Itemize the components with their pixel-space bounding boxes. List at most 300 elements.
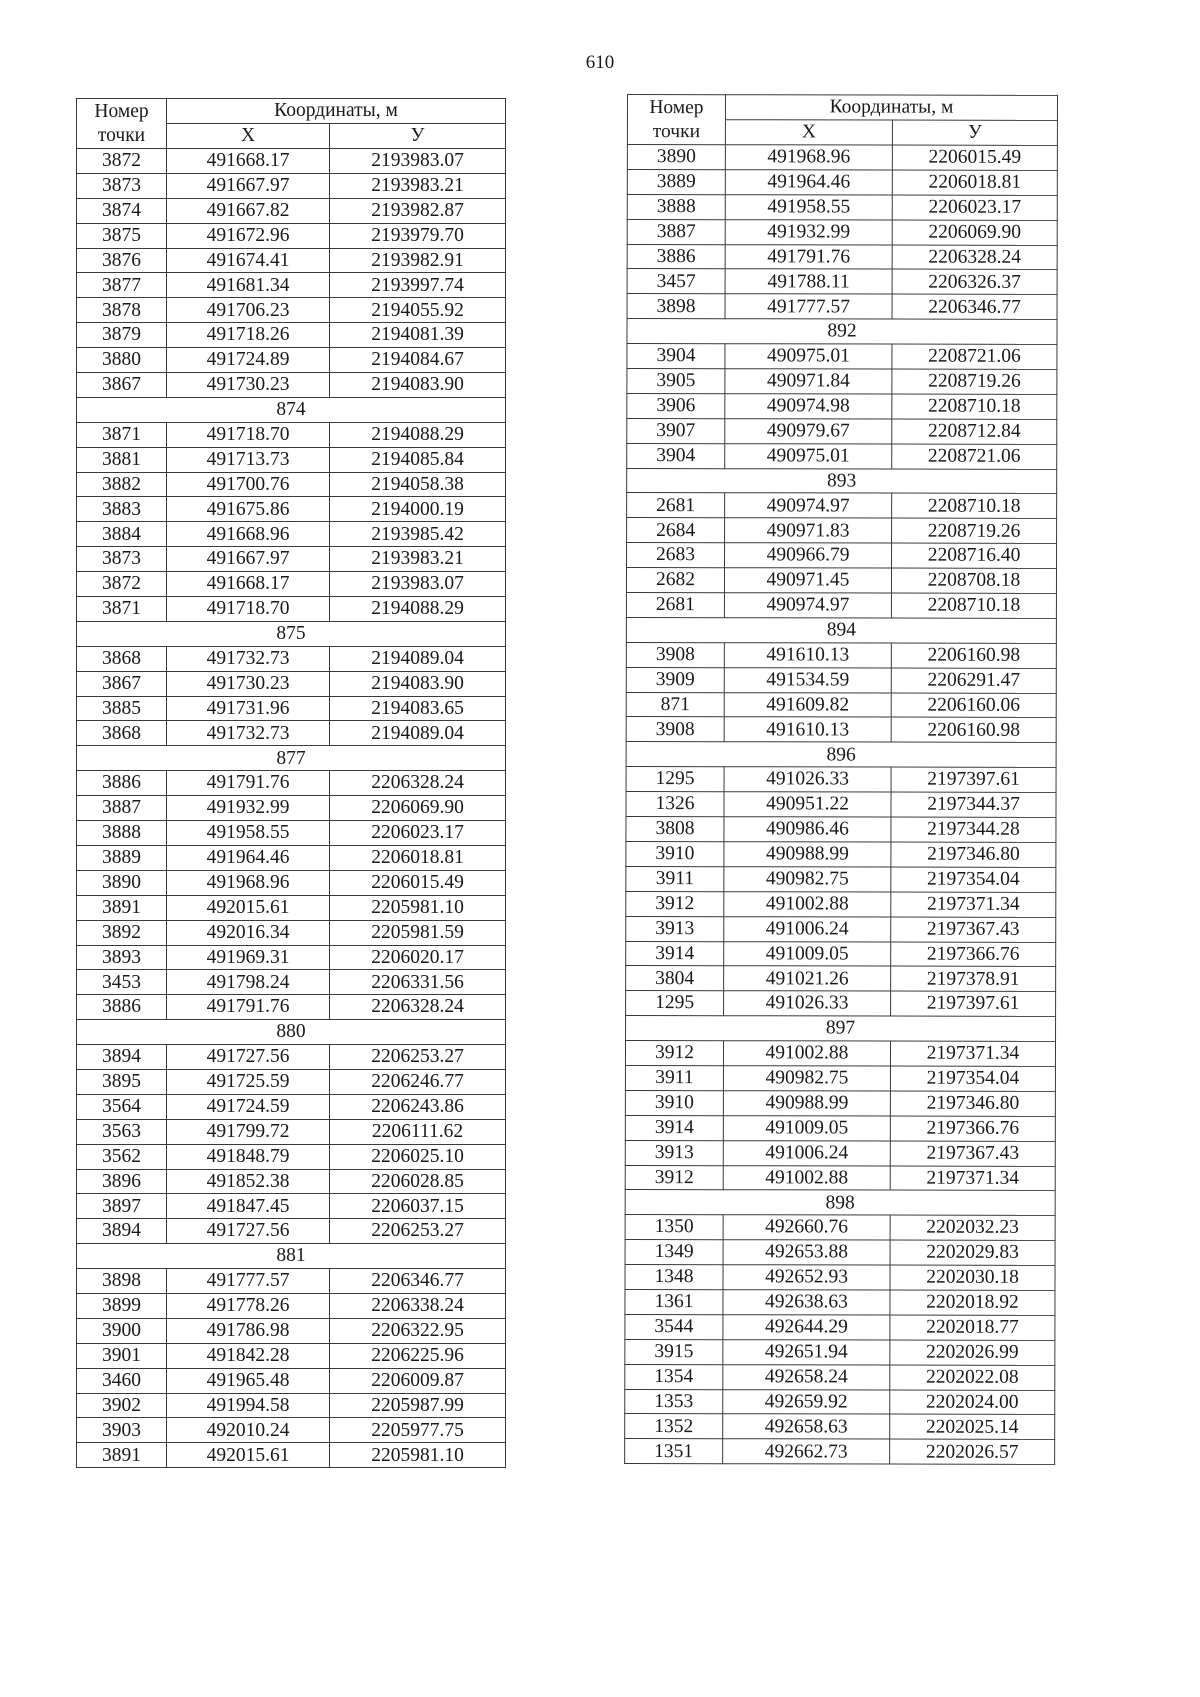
x-coordinate-cell: 490966.79 xyxy=(725,543,892,568)
header-number-label: Номер xyxy=(94,100,149,122)
table-row xyxy=(626,916,1056,942)
x-coordinate-cell: 491668.17 xyxy=(167,572,330,597)
point-number-cell: 3888 xyxy=(627,194,725,219)
point-number-cell: 1351 xyxy=(625,1439,723,1464)
point-number-cell: 3901 xyxy=(77,1343,167,1368)
point-number-cell: 3895 xyxy=(77,1069,167,1094)
table-row xyxy=(627,169,1057,195)
x-coordinate-cell: 491674.41 xyxy=(167,248,330,273)
x-coordinate-cell: 491718.70 xyxy=(167,422,330,447)
y-coordinate-cell: 2206328.24 xyxy=(330,771,506,796)
group-number: 897 xyxy=(626,1016,1056,1042)
table-row xyxy=(625,1314,1055,1340)
table-row xyxy=(77,671,506,696)
table-row xyxy=(77,1418,506,1443)
point-number-cell: 3887 xyxy=(627,219,725,244)
x-coordinate-cell: 491668.17 xyxy=(167,149,330,174)
table-row xyxy=(626,841,1056,867)
point-number-cell: 3460 xyxy=(77,1368,167,1393)
point-number-cell: 3891 xyxy=(77,895,167,920)
table-row xyxy=(627,269,1057,295)
table-row xyxy=(627,369,1057,395)
x-coordinate-cell: 491799.72 xyxy=(167,1119,330,1144)
x-coordinate-cell: 491847.45 xyxy=(167,1194,330,1219)
table-row xyxy=(77,1069,506,1094)
y-coordinate-cell: 2206020.17 xyxy=(330,945,506,970)
y-coordinate-cell: 2206225.96 xyxy=(330,1343,506,1368)
point-number-cell: 3891 xyxy=(77,1443,167,1468)
y-coordinate-cell: 2197354.04 xyxy=(890,1066,1055,1091)
header-number-label: Номер xyxy=(649,96,704,118)
x-coordinate-cell: 491788.11 xyxy=(725,269,892,294)
table-row xyxy=(627,493,1057,519)
group-number: 874 xyxy=(77,397,506,422)
x-coordinate-cell: 490951.22 xyxy=(724,792,891,817)
point-number-cell: 3912 xyxy=(625,1041,723,1066)
table-row xyxy=(77,845,506,870)
point-number-cell: 3893 xyxy=(77,945,167,970)
table-row xyxy=(77,198,506,223)
point-number-cell: 1361 xyxy=(625,1289,723,1314)
group-number: 894 xyxy=(626,617,1056,643)
point-number-cell: 3882 xyxy=(77,472,167,497)
table-row xyxy=(626,866,1056,892)
point-number-cell: 3872 xyxy=(77,149,167,174)
x-coordinate-cell: 491718.26 xyxy=(167,323,330,348)
x-coordinate-cell: 491958.55 xyxy=(167,821,330,846)
point-number-cell: 3890 xyxy=(77,870,167,895)
table-row xyxy=(626,667,1056,693)
point-number-cell: 3808 xyxy=(626,817,724,842)
y-coordinate-cell: 2193983.21 xyxy=(330,173,506,198)
point-number-cell: 3906 xyxy=(627,393,725,418)
point-number-cell: 3867 xyxy=(77,671,167,696)
x-coordinate-cell: 491727.56 xyxy=(167,1219,330,1244)
y-coordinate-cell: 2206326.37 xyxy=(892,270,1057,295)
point-number-cell: 3913 xyxy=(626,916,724,941)
x-coordinate-cell: 491706.23 xyxy=(167,298,330,323)
y-coordinate-cell: 2194058.38 xyxy=(330,472,506,497)
x-coordinate-cell: 491798.24 xyxy=(167,970,330,995)
y-coordinate-cell: 2194089.04 xyxy=(330,721,506,746)
y-coordinate-cell: 2194089.04 xyxy=(330,646,506,671)
y-coordinate-cell: 2202018.92 xyxy=(890,1290,1055,1315)
point-number-cell: 3894 xyxy=(77,1045,167,1070)
x-coordinate-cell: 491725.59 xyxy=(167,1069,330,1094)
y-coordinate-cell: 2197397.61 xyxy=(891,991,1056,1016)
y-coordinate-cell: 2194081.39 xyxy=(330,323,506,348)
x-coordinate-cell: 491778.26 xyxy=(167,1293,330,1318)
y-coordinate-cell: 2193983.21 xyxy=(330,547,506,572)
point-number-cell: 3903 xyxy=(77,1418,167,1443)
table-row xyxy=(627,294,1057,320)
x-coordinate-cell: 490979.67 xyxy=(725,419,892,444)
table-row xyxy=(77,1443,506,1468)
y-coordinate-cell: 2208710.18 xyxy=(892,394,1057,419)
y-coordinate-cell: 2206291.47 xyxy=(891,668,1056,693)
table-row xyxy=(625,1289,1055,1315)
point-number-cell: 3879 xyxy=(77,323,167,348)
x-coordinate-cell: 491791.76 xyxy=(725,244,892,269)
x-coordinate-cell: 490986.46 xyxy=(724,817,891,842)
table-row xyxy=(626,642,1056,668)
x-coordinate-cell: 490988.99 xyxy=(723,1091,890,1116)
y-coordinate-cell: 2193983.07 xyxy=(330,572,506,597)
table-row xyxy=(77,895,506,920)
table-row xyxy=(627,145,1057,171)
y-coordinate-cell: 2197371.34 xyxy=(890,1041,1055,1066)
x-coordinate-cell: 492638.63 xyxy=(723,1290,890,1315)
table-row xyxy=(77,1393,506,1418)
group-header-row xyxy=(627,468,1057,494)
point-number-cell: 3804 xyxy=(626,966,724,991)
x-coordinate-cell: 491681.34 xyxy=(167,273,330,298)
x-coordinate-cell: 491002.88 xyxy=(723,1165,890,1190)
y-coordinate-cell: 2206023.17 xyxy=(330,821,506,846)
table-row xyxy=(627,543,1057,569)
table-row xyxy=(77,447,506,472)
group-header-row xyxy=(77,1020,506,1045)
y-coordinate-cell: 2208719.26 xyxy=(892,518,1057,543)
y-coordinate-cell: 2194088.29 xyxy=(330,422,506,447)
y-coordinate-cell: 2206338.24 xyxy=(330,1293,506,1318)
table-row xyxy=(627,344,1057,370)
y-coordinate-cell: 2206328.24 xyxy=(892,245,1057,270)
table-row xyxy=(77,1144,506,1169)
y-coordinate-cell: 2194055.92 xyxy=(330,298,506,323)
header-y-label: У xyxy=(892,120,1057,145)
group-header-row xyxy=(77,746,506,771)
table-row xyxy=(77,821,506,846)
y-coordinate-cell: 2193983.07 xyxy=(330,149,506,174)
header-coords-title: Координаты, м xyxy=(725,95,1057,121)
y-coordinate-cell: 2202025.14 xyxy=(890,1414,1055,1439)
table-row xyxy=(626,792,1056,818)
y-coordinate-cell: 2197346.80 xyxy=(891,842,1056,867)
y-coordinate-cell: 2206015.49 xyxy=(892,145,1057,170)
header-number-label-2: точки xyxy=(652,121,701,143)
coordinates-table-right xyxy=(624,94,1058,1465)
point-number-cell: 3890 xyxy=(627,145,725,170)
header-number-cell-2 xyxy=(627,120,725,145)
point-number-cell: 3872 xyxy=(77,572,167,597)
table-row xyxy=(625,1339,1055,1365)
table-row xyxy=(77,796,506,821)
y-coordinate-cell: 2206018.81 xyxy=(330,845,506,870)
x-coordinate-cell: 490971.45 xyxy=(724,568,891,593)
y-coordinate-cell: 2202032.23 xyxy=(890,1215,1055,1240)
y-coordinate-cell: 2206160.98 xyxy=(891,643,1056,668)
x-coordinate-cell: 491009.05 xyxy=(723,1115,890,1140)
point-number-cell: 3904 xyxy=(627,344,725,369)
y-coordinate-cell: 2202018.77 xyxy=(890,1315,1055,1340)
y-coordinate-cell: 2193985.42 xyxy=(330,522,506,547)
point-number-cell: 1349 xyxy=(625,1240,723,1265)
y-coordinate-cell: 2202026.99 xyxy=(890,1340,1055,1365)
x-coordinate-cell: 491667.82 xyxy=(167,198,330,223)
point-number-cell: 3878 xyxy=(77,298,167,323)
y-coordinate-cell: 2206023.17 xyxy=(892,195,1057,220)
table-row xyxy=(77,273,506,298)
table-row xyxy=(77,373,506,398)
y-coordinate-cell: 2193979.70 xyxy=(330,223,506,248)
x-coordinate-cell: 491994.58 xyxy=(167,1393,330,1418)
point-number-cell: 3885 xyxy=(77,696,167,721)
x-coordinate-cell: 491002.88 xyxy=(723,1041,890,1066)
point-number-cell: 3911 xyxy=(626,866,724,891)
table-row xyxy=(77,323,506,348)
y-coordinate-cell: 2208716.40 xyxy=(892,543,1057,568)
point-number-cell: 3886 xyxy=(627,244,725,269)
x-coordinate-cell: 491852.38 xyxy=(167,1169,330,1194)
x-coordinate-cell: 491968.96 xyxy=(725,145,892,170)
y-coordinate-cell: 2206160.06 xyxy=(891,693,1056,718)
y-coordinate-cell: 2206160.98 xyxy=(891,718,1056,743)
x-coordinate-cell: 492662.73 xyxy=(723,1439,890,1464)
y-coordinate-cell: 2206009.87 xyxy=(330,1368,506,1393)
point-number-cell: 3868 xyxy=(77,721,167,746)
point-number-cell: 3889 xyxy=(627,169,725,194)
table-row xyxy=(626,891,1056,917)
x-coordinate-cell: 490982.75 xyxy=(724,867,891,892)
point-number-cell: 3908 xyxy=(626,717,724,742)
x-coordinate-cell: 490982.75 xyxy=(723,1066,890,1091)
x-coordinate-cell: 491786.98 xyxy=(167,1318,330,1343)
point-number-cell: 3871 xyxy=(77,422,167,447)
header-number-cell-2 xyxy=(77,124,167,149)
x-coordinate-cell: 491958.55 xyxy=(725,194,892,219)
x-coordinate-cell: 492660.76 xyxy=(723,1215,890,1240)
group-number: 896 xyxy=(626,742,1056,768)
x-coordinate-cell: 491668.96 xyxy=(167,522,330,547)
y-coordinate-cell: 2197397.61 xyxy=(891,767,1056,792)
group-header-row xyxy=(77,1244,506,1269)
group-number: 898 xyxy=(625,1190,1055,1216)
x-coordinate-cell: 491006.24 xyxy=(723,1140,890,1165)
table-row xyxy=(77,870,506,895)
y-coordinate-cell: 2194083.90 xyxy=(330,373,506,398)
group-header-row xyxy=(626,617,1056,643)
y-coordinate-cell: 2197366.76 xyxy=(890,1116,1055,1141)
table-row xyxy=(77,920,506,945)
table-row xyxy=(77,348,506,373)
point-number-cell: 3898 xyxy=(77,1269,167,1294)
y-coordinate-cell: 2205987.99 xyxy=(330,1393,506,1418)
y-coordinate-cell: 2208719.26 xyxy=(892,369,1057,394)
point-number-cell: 1350 xyxy=(625,1215,723,1240)
header-number-cell xyxy=(77,99,167,124)
table-row xyxy=(626,966,1056,992)
y-coordinate-cell: 2206028.85 xyxy=(330,1169,506,1194)
y-coordinate-cell: 2206246.77 xyxy=(330,1069,506,1094)
y-coordinate-cell: 2197371.34 xyxy=(891,892,1056,917)
y-coordinate-cell: 2206253.27 xyxy=(330,1219,506,1244)
table-row xyxy=(77,497,506,522)
group-header-row xyxy=(77,621,506,646)
table-row xyxy=(77,223,506,248)
x-coordinate-cell: 490974.98 xyxy=(725,394,892,419)
point-number-cell: 3905 xyxy=(627,369,725,394)
point-number-cell: 3896 xyxy=(77,1169,167,1194)
point-number-cell: 3877 xyxy=(77,273,167,298)
point-number-cell: 3886 xyxy=(77,995,167,1020)
point-number-cell: 3900 xyxy=(77,1318,167,1343)
point-number-cell: 3909 xyxy=(626,667,724,692)
x-coordinate-cell: 491791.76 xyxy=(167,995,330,1020)
point-number-cell: 1354 xyxy=(625,1364,723,1389)
x-coordinate-cell: 491965.48 xyxy=(167,1368,330,1393)
point-number-cell: 3873 xyxy=(77,547,167,572)
table-row xyxy=(77,1368,506,1393)
table-row xyxy=(77,547,506,572)
x-coordinate-cell: 492651.94 xyxy=(723,1339,890,1364)
x-coordinate-cell: 490971.84 xyxy=(725,369,892,394)
point-number-cell: 3907 xyxy=(627,418,725,443)
x-coordinate-cell: 492658.24 xyxy=(723,1364,890,1389)
x-coordinate-cell: 491968.96 xyxy=(167,870,330,895)
group-header-row xyxy=(626,742,1056,768)
table-row xyxy=(77,248,506,273)
table-row xyxy=(625,1364,1055,1390)
x-coordinate-cell: 491727.56 xyxy=(167,1045,330,1070)
y-coordinate-cell: 2202026.57 xyxy=(890,1439,1055,1464)
x-coordinate-cell: 491667.97 xyxy=(167,173,330,198)
x-coordinate-cell: 492658.63 xyxy=(723,1414,890,1439)
x-coordinate-cell: 490971.83 xyxy=(725,518,892,543)
point-number-cell: 3911 xyxy=(625,1065,723,1090)
x-coordinate-cell: 491732.73 xyxy=(167,646,330,671)
x-coordinate-cell: 490974.97 xyxy=(725,493,892,518)
point-number-cell: 3873 xyxy=(77,173,167,198)
x-coordinate-cell: 492015.61 xyxy=(167,1443,330,1468)
point-number-cell: 3887 xyxy=(77,796,167,821)
point-number-cell: 3871 xyxy=(77,597,167,622)
header-number-cell xyxy=(627,95,725,120)
group-header-row xyxy=(627,319,1057,345)
y-coordinate-cell: 2194083.65 xyxy=(330,696,506,721)
x-coordinate-cell: 491002.88 xyxy=(724,891,891,916)
x-coordinate-cell: 490974.97 xyxy=(724,593,891,618)
y-coordinate-cell: 2206015.49 xyxy=(330,870,506,895)
table-row xyxy=(625,1140,1055,1166)
y-coordinate-cell: 2208710.18 xyxy=(892,494,1057,519)
page-number: 610 xyxy=(585,52,615,73)
y-coordinate-cell: 2205981.10 xyxy=(330,895,506,920)
table-row xyxy=(77,1343,506,1368)
table-row xyxy=(77,149,506,174)
header-coords-title: Координаты, м xyxy=(167,99,506,124)
table-row xyxy=(626,767,1056,793)
point-number-cell: 3914 xyxy=(625,1115,723,1140)
table-row xyxy=(77,1269,506,1294)
point-number-cell: 3914 xyxy=(626,941,724,966)
point-number-cell: 3894 xyxy=(77,1219,167,1244)
x-coordinate-cell: 492659.92 xyxy=(723,1389,890,1414)
point-number-cell: 3876 xyxy=(77,248,167,273)
group-header-row xyxy=(77,397,506,422)
point-number-cell: 1353 xyxy=(625,1389,723,1414)
x-coordinate-cell: 491964.46 xyxy=(725,170,892,195)
point-number-cell: 1348 xyxy=(625,1265,723,1290)
x-coordinate-cell: 491791.76 xyxy=(167,771,330,796)
table-row xyxy=(625,1215,1055,1241)
y-coordinate-cell: 2202022.08 xyxy=(890,1365,1055,1390)
point-number-cell: 3881 xyxy=(77,447,167,472)
y-coordinate-cell: 2206069.90 xyxy=(892,220,1057,245)
table-row xyxy=(627,418,1057,444)
y-coordinate-cell: 2194085.84 xyxy=(330,447,506,472)
table-row xyxy=(626,568,1056,594)
y-coordinate-cell: 2206025.10 xyxy=(330,1144,506,1169)
y-coordinate-cell: 2197378.91 xyxy=(891,966,1056,991)
point-number-cell: 3453 xyxy=(77,970,167,995)
x-coordinate-cell: 491667.97 xyxy=(167,547,330,572)
point-number-cell: 3913 xyxy=(625,1140,723,1165)
point-number-cell: 1295 xyxy=(626,767,724,792)
point-number-cell: 3910 xyxy=(626,841,724,866)
table-row xyxy=(77,771,506,796)
y-coordinate-cell: 2206253.27 xyxy=(330,1045,506,1070)
table-row xyxy=(77,597,506,622)
table-row xyxy=(625,1065,1055,1091)
point-number-cell: 3902 xyxy=(77,1393,167,1418)
point-number-cell: 3868 xyxy=(77,646,167,671)
table-row xyxy=(625,1041,1055,1067)
table-row xyxy=(627,244,1057,270)
point-number-cell: 3564 xyxy=(77,1094,167,1119)
y-coordinate-cell: 2193982.87 xyxy=(330,198,506,223)
group-number: 881 xyxy=(77,1244,506,1269)
point-number-cell: 2682 xyxy=(626,568,724,593)
table-row xyxy=(625,1414,1055,1440)
y-coordinate-cell: 2197367.43 xyxy=(890,1141,1055,1166)
y-coordinate-cell: 2202024.00 xyxy=(890,1390,1055,1415)
point-number-cell: 3910 xyxy=(625,1090,723,1115)
y-coordinate-cell: 2197371.34 xyxy=(890,1166,1055,1191)
x-coordinate-cell: 491842.28 xyxy=(167,1343,330,1368)
x-coordinate-cell: 491610.13 xyxy=(724,717,891,742)
group-number: 880 xyxy=(77,1020,506,1045)
point-number-cell: 3904 xyxy=(627,443,725,468)
table-row xyxy=(77,1094,506,1119)
x-coordinate-cell: 491932.99 xyxy=(725,219,892,244)
y-coordinate-cell: 2208721.06 xyxy=(892,444,1057,469)
table-row xyxy=(77,572,506,597)
y-coordinate-cell: 2206111.62 xyxy=(330,1119,506,1144)
table-row xyxy=(625,1090,1055,1116)
table-row xyxy=(77,646,506,671)
x-coordinate-cell: 491969.31 xyxy=(167,945,330,970)
table-row xyxy=(77,173,506,198)
point-number-cell: 3544 xyxy=(625,1314,723,1339)
x-coordinate-cell: 491534.59 xyxy=(724,667,891,692)
x-coordinate-cell: 491730.23 xyxy=(167,373,330,398)
y-coordinate-cell: 2197367.43 xyxy=(891,917,1056,942)
table-row xyxy=(77,422,506,447)
x-coordinate-cell: 491610.13 xyxy=(724,643,891,668)
header-y-label: У xyxy=(330,124,506,149)
y-coordinate-cell: 2206018.81 xyxy=(892,170,1057,195)
table-row xyxy=(77,298,506,323)
y-coordinate-cell: 2206331.56 xyxy=(330,970,506,995)
table-row xyxy=(627,194,1057,220)
x-coordinate-cell: 491731.96 xyxy=(167,696,330,721)
point-number-cell: 3912 xyxy=(626,891,724,916)
point-number-cell: 3867 xyxy=(77,373,167,398)
x-coordinate-cell: 491732.73 xyxy=(167,721,330,746)
table-row xyxy=(77,1293,506,1318)
y-coordinate-cell: 2194000.19 xyxy=(330,497,506,522)
